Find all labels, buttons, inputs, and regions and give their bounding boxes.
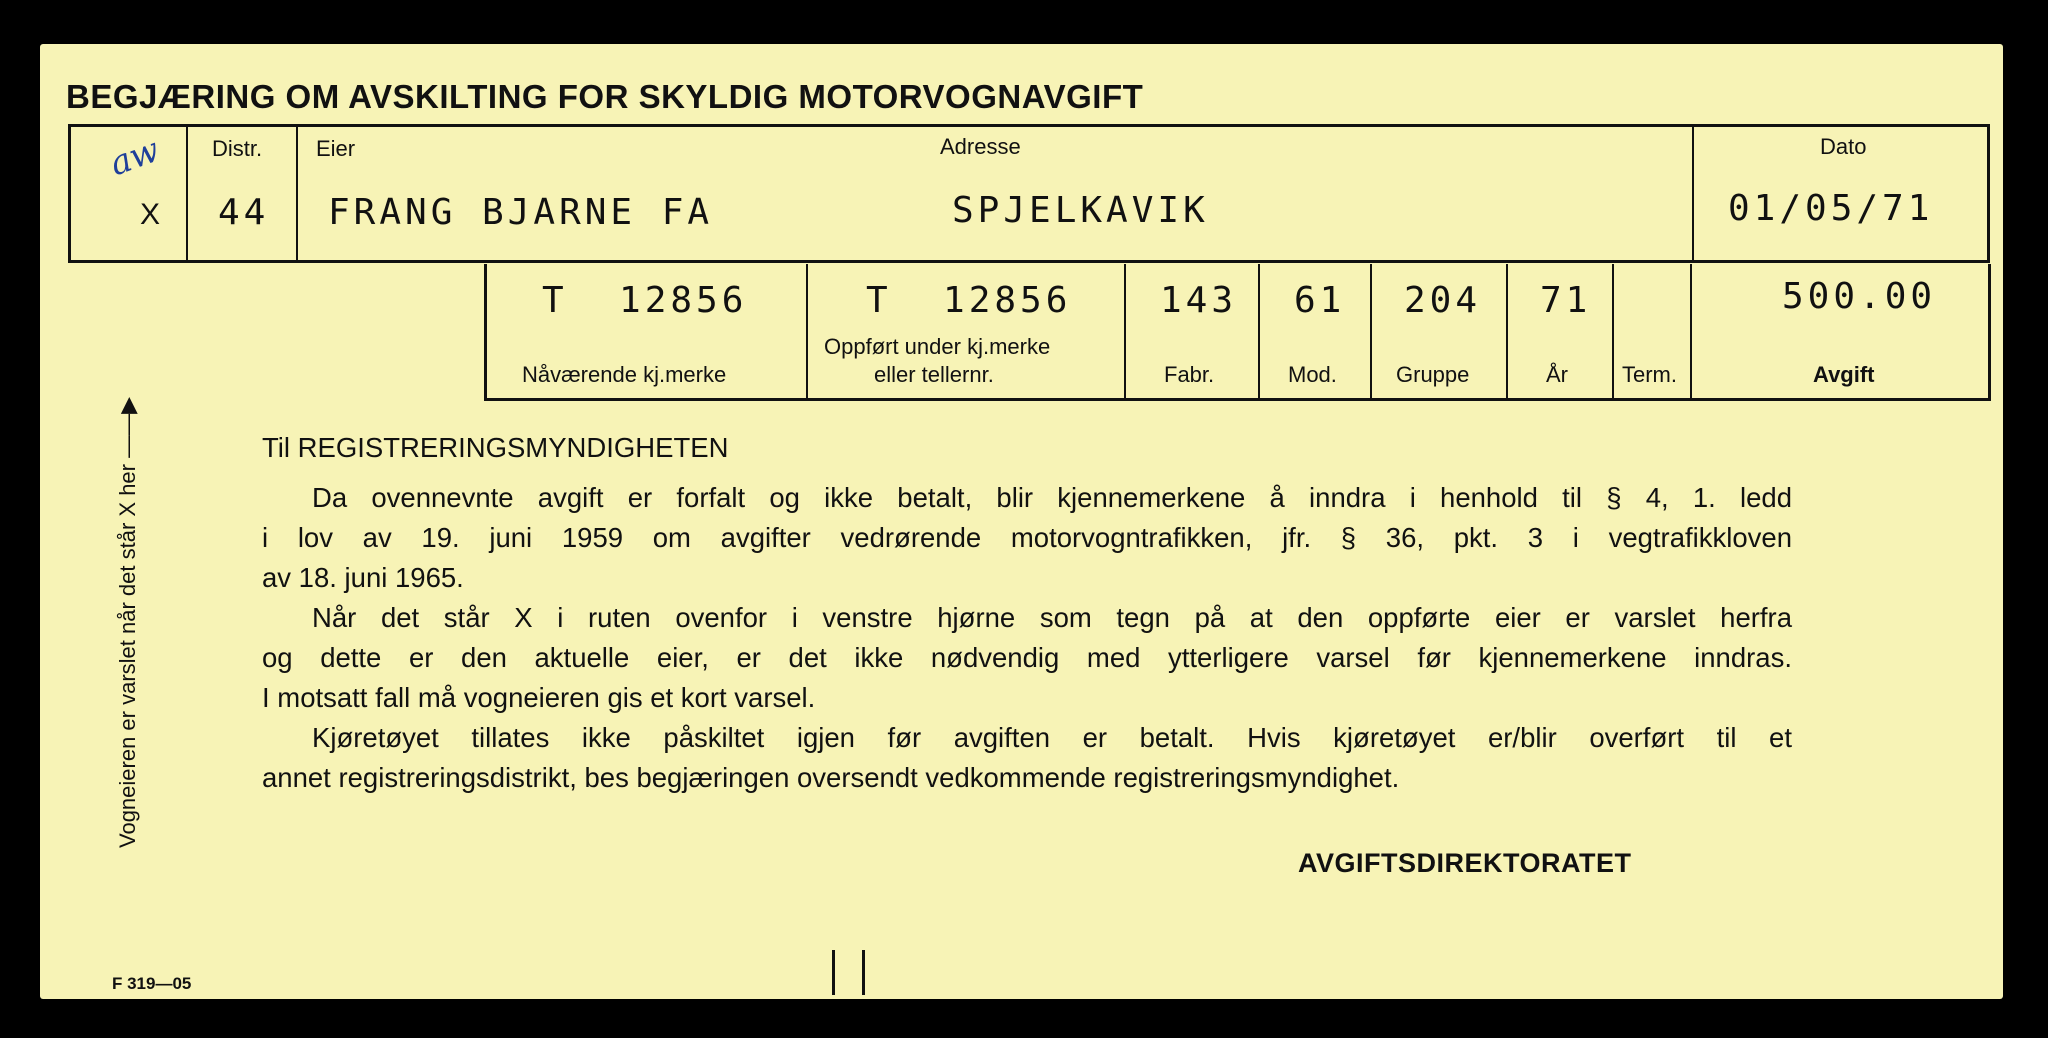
gruppe-label: Gruppe [1396, 362, 1470, 387]
margin-mark [832, 950, 835, 995]
recipient-line: Til REGISTRERINGSMYNDIGHETEN [262, 432, 729, 463]
fabr-value: 143 [1160, 280, 1238, 321]
body-line-2: i lov av 19. juni 1959 om avgifter vedrørende motorvogntrafikken, jfr. § 36, pkt. 3 i vegtrafikkloven [262, 522, 1792, 553]
form-number: F 319—05 [112, 974, 192, 993]
mod-label: Mod. [1288, 362, 1337, 387]
body-line-4: Når det står X i ruten ovenfor i venstre hjørne som tegn på at den oppførte eier er varslet herfra [312, 602, 1792, 633]
eier-label: Eier [316, 136, 356, 161]
dato-label: Dato [1820, 134, 1867, 159]
gruppe-value: 204 [1404, 280, 1482, 321]
body-line-3: av 18. juni 1965. [262, 562, 464, 593]
handwritten-initials: aw [104, 129, 165, 185]
side-note [115, 397, 141, 848]
listed-plate-label-2: eller tellernr. [874, 362, 994, 387]
divider [806, 264, 808, 399]
distr-label: Distr. [212, 136, 263, 161]
mod-value: 61 [1294, 280, 1346, 321]
avgift-value: 500.00 [1782, 276, 1937, 317]
signature: AVGIFTSDIREKTORATET [1298, 848, 1632, 878]
listed-plate-value: T 12856 [866, 280, 1072, 321]
divider [1612, 264, 1614, 399]
form-title: BEGJÆRING OM AVSKILTING FOR SKYLDIG MOTORVOGNAVGIFT [66, 78, 1144, 115]
aar-label: År [1546, 362, 1568, 387]
body-line-6: I motsatt fall må vogneieren gis et kort varsel. [262, 682, 816, 713]
distr-value: 44 [218, 192, 270, 233]
notified-mark: X [140, 198, 161, 231]
body-line-5: og dette er den aktuelle eier, er det ikke nødvendig med ytterligere varsel før kjennemerkene inndras. [262, 642, 1792, 673]
divider [1370, 264, 1372, 399]
aar-value: 71 [1540, 280, 1592, 321]
avgift-label: Avgift [1813, 362, 1875, 387]
body-line-7: Kjøretøyet tillates ikke påskiltet igjen før avgiften er betalt. Hvis kjøretøyet er/blir overført til et [312, 722, 1792, 753]
body-line-8: annet registreringsdistrikt, bes begjæringen oversendt vedkommende registreringsmyndighet. [262, 762, 1400, 793]
adresse-label: Adresse [940, 134, 1021, 159]
fabr-label: Fabr. [1164, 362, 1215, 387]
side-note-text: Vogneieren er varslet når det står X her [115, 464, 140, 848]
address-value: SPJELKAVIK [952, 190, 1209, 231]
divider [1258, 264, 1260, 399]
margin-mark [862, 950, 865, 995]
divider [296, 126, 298, 261]
listed-plate-label-1: Oppført under kj.merke [824, 334, 1051, 359]
current-plate-label: Nåværende kj.merke [522, 362, 727, 387]
divider [1692, 126, 1694, 261]
body-line-1: Da ovennevnte avgift er forfalt og ikke betalt, blir kjennemerkene å inndra i henhold til § 4, 1. ledd [312, 482, 1792, 513]
divider [1690, 264, 1692, 399]
divider [186, 126, 188, 261]
divider [1124, 264, 1126, 399]
arrow-right-icon: ——▶ [115, 396, 140, 458]
owner-name: FRANG BJARNE FA [328, 192, 714, 233]
current-plate-value: T 12856 [542, 280, 748, 321]
date-value: 01/05/71 [1728, 188, 1934, 229]
term-label: Term. [1622, 362, 1677, 387]
divider [1506, 264, 1508, 399]
